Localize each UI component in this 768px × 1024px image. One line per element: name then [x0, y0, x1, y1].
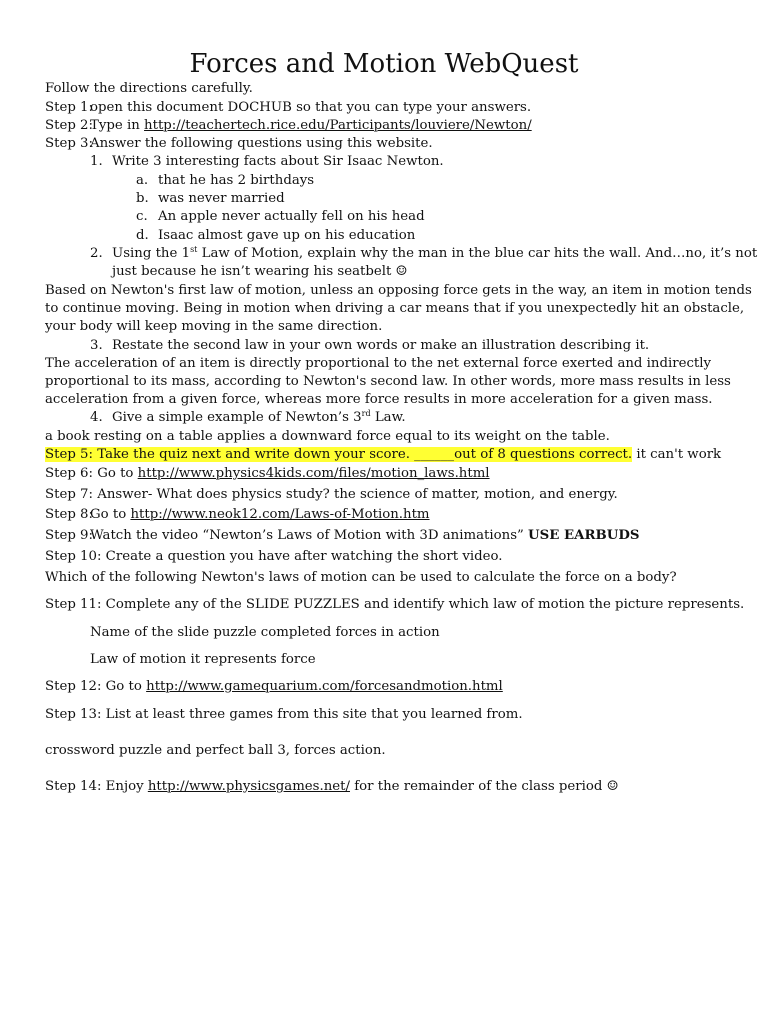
step-5	[45, 446, 721, 464]
step-10-answer: Which of the following Newton's laws of motion can be used to calculate the force on a body?	[45, 570, 677, 585]
answer-2-line-2: to continue moving. Being in motion when driving a car means that if you unexpectedly hit an obstacle,	[45, 301, 745, 316]
step-1	[45, 99, 531, 117]
intro-text: Follow the directions carefully.	[45, 81, 253, 96]
question-2-sup: st	[190, 245, 198, 254]
question-4-sup: rd	[361, 409, 371, 418]
question-2-text-a: Using the 1	[112, 246, 191, 261]
step-3-label: Step 3:	[45, 136, 93, 151]
step-13-answer: crossword puzzle and perfect ball 3, forces action.	[45, 743, 386, 758]
fact-a-text: that he has 2 birthdays	[158, 173, 315, 188]
fact-d	[136, 227, 415, 245]
fact-c-text: An apple never actually fell on his head	[158, 209, 425, 224]
fact-b-letter: b.	[136, 191, 149, 206]
question-4	[90, 409, 406, 427]
step-14-text: Step 14: Enjoy	[45, 779, 148, 794]
step-11: Step 11: Complete any of the SLIDE PUZZLES and identify which law of motion the picture represents.	[45, 597, 745, 612]
step-12	[45, 678, 503, 696]
answer-3-line-3: acceleration from a given force, whereas more force results in more acceleration for a given mass.	[45, 392, 713, 407]
newton-site-link[interactable]: http://teachertech.rice.edu/Participants/louviere/Newton/	[144, 118, 532, 133]
step-1-label: Step 1:	[45, 100, 93, 115]
step-10: Step 10: Create a question you have after watching the short video.	[45, 549, 503, 564]
question-4-text-a: Give a simple example of Newton’s 3	[112, 410, 362, 425]
step-9	[45, 527, 639, 545]
fact-a-letter: a.	[136, 173, 149, 188]
question-2-number: 2.	[90, 246, 103, 261]
document-title: Forces and Motion WebQuest	[189, 49, 579, 79]
step-12-text: Step 12: Go to	[45, 679, 147, 694]
question-4-number: 4.	[90, 410, 103, 425]
neok12-link[interactable]: http://www.neok12.com/Laws-of-Motion.htm	[130, 507, 430, 522]
fact-c	[136, 208, 425, 226]
gamequarium-link[interactable]: http://www.gamequarium.com/forcesandmotion.html	[146, 679, 503, 694]
question-3-number: 3.	[90, 338, 103, 353]
step-6	[45, 465, 490, 483]
step-9-bold: USE EARBUDS	[528, 528, 640, 543]
step-1-text: open this document DOCHUB so that you can type your answers.	[90, 100, 532, 115]
fact-a	[136, 172, 314, 190]
step-2-label: Step 2:	[45, 118, 93, 133]
step-8	[45, 506, 430, 524]
answer-3-line-2: proportional to its mass, according to Newton's second law. In other words, more mass results in less	[45, 374, 731, 389]
answer-2-line-3: your body will keep moving in the same direction.	[45, 319, 383, 334]
step-2-text: Type in	[90, 118, 145, 133]
fact-d-text: Isaac almost gave up on his education	[158, 228, 416, 243]
step-5-highlight: Step 5: Take the quiz next and write down your score. ______out of 8 questions correct.	[45, 447, 633, 462]
fact-b	[136, 190, 285, 208]
step-3-text: Answer the following questions using this website.	[90, 136, 433, 151]
answer-3-line-1: The acceleration of an item is directly proportional to the net external force exerted and indirectly	[45, 356, 712, 371]
fact-d-letter: d.	[136, 228, 149, 243]
step-2	[45, 117, 532, 135]
physicsgames-link[interactable]: http://www.physicsgames.net/	[147, 779, 350, 794]
question-1-text: Write 3 interesting facts about Sir Isaac Newton.	[112, 154, 444, 169]
step-14-after: for the remainder of the class period ☺	[349, 779, 619, 794]
question-3	[90, 337, 649, 355]
fact-c-letter: c.	[136, 209, 148, 224]
step-8-label: Step 8:	[45, 507, 93, 522]
question-2	[90, 245, 757, 263]
question-3-text: Restate the second law in your own words or make an illustration describing it.	[112, 338, 650, 353]
step-5-answer: it can't work	[632, 447, 722, 462]
fact-b-text: was never married	[158, 191, 285, 206]
question-4-text-b: Law.	[370, 410, 406, 425]
step-3	[45, 135, 433, 153]
puzzle-name: Name of the slide puzzle completed forces in action	[90, 625, 440, 640]
step-9-label: Step 9:	[45, 528, 93, 543]
physics4kids-link[interactable]: http://www.physics4kids.com/files/motion_laws.html	[137, 466, 490, 481]
step-9-text: Watch the video “Newton’s Laws of Motion with 3D animations”	[90, 528, 529, 543]
step-7: Step 7: Answer- What does physics study? the science of matter, motion, and energy.	[45, 487, 618, 502]
step-13: Step 13: List at least three games from this site that you learned from.	[45, 707, 523, 722]
puzzle-law: Law of motion it represents force	[90, 652, 316, 667]
question-1-number: 1.	[90, 154, 103, 169]
answer-2-line-1: Based on Newton's first law of motion, unless an opposing force gets in the way, an item in motion tends	[45, 283, 752, 298]
answer-4: a book resting on a table applies a downward force equal to its weight on the table.	[45, 429, 610, 444]
question-1	[90, 153, 444, 171]
question-2-line-2: just because he isn’t wearing his seatbelt ☺	[112, 264, 408, 279]
question-2-text-b: Law of Motion, explain why the man in the blue car hits the wall. And…no, it’s not	[197, 246, 758, 261]
step-14	[45, 778, 619, 796]
step-8-text: Go to	[90, 507, 131, 522]
step-6-text: Step 6: Go to	[45, 466, 138, 481]
